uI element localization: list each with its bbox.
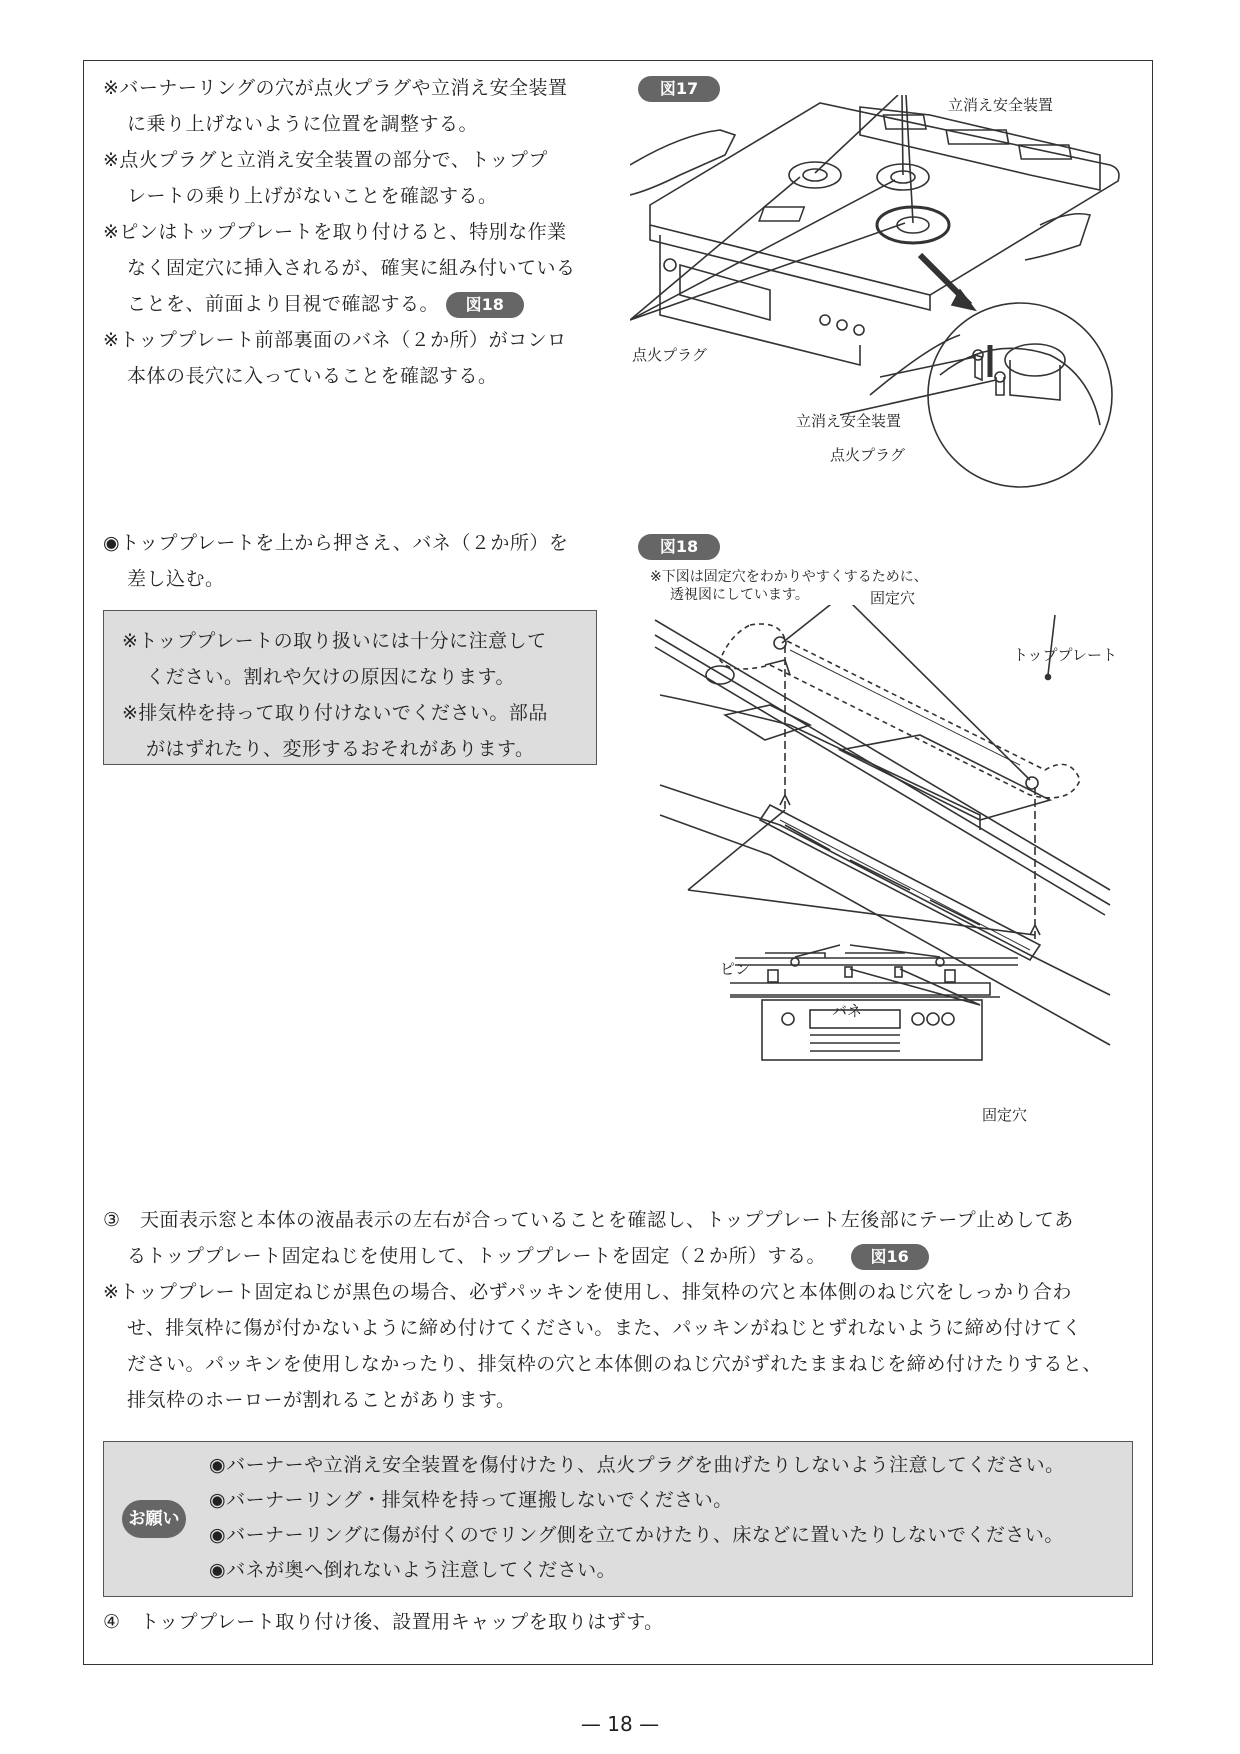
caution-line: ※トッププレートの取り扱いには十分に注意して [122,630,547,652]
step-line: ◉トッププレートを上から押さえ、バネ（２か所）を [103,532,569,554]
screw-note-line: ださい。パッキンを使用しなかったり、排気枠の穴と本体側のねじ穴がずれたままねじを締め付けたりすると、 [127,1353,1102,1375]
figure18-badge: 図18 [638,534,720,560]
step-line: 差し込む。 [127,568,225,590]
request-list [209,1448,1065,1588]
step3-line [103,1238,1074,1274]
caution-box [103,610,597,765]
figure18-illustration [650,605,1120,1175]
note-line: ※トッププレート前部裏面のバネ（２か所）がコンロ [103,329,567,351]
figure18-note-line: ※下図は固定穴をわかりやすくするために、 [650,569,928,585]
note-line: ※ピンはトッププレートを取り付けると、特別な作業 [103,221,567,243]
request-item: ◉バネが奥へ倒れないよう注意してください。 [209,1559,617,1581]
label-fix-hole-bottom: 固定穴 [982,1106,1028,1124]
caution-line: がはずれたり、変形するおそれがあります。 [146,738,535,760]
label-fix-hole: 固定穴 [870,589,916,607]
request-badge: お願い [122,1500,186,1538]
request-item: ◉バーナーや立消え安全装置を傷付けたり、点火プラグを曲げたりしないよう注意してください。 [209,1454,1065,1476]
figure18-note-line: 透視図にしています。 [670,587,809,603]
note-line: レートの乗り上げがないことを確認する。 [127,185,498,207]
note-text: ことを、前面より目視で確認する。 [127,293,440,315]
note-line: ※点火プラグと立消え安全装置の部分で、トッププ [103,149,548,171]
note-line: 本体の長穴に入っていることを確認する。 [127,365,498,387]
figure-ref-badge: 図18 [446,292,524,318]
request-box [103,1441,1133,1597]
note-line [103,286,576,322]
screw-note-line: せ、排気枠に傷が付かないように締め付けてください。また、パッキンがねじとずれないように締め付けてく [127,1317,1082,1339]
left-notes [103,70,576,394]
note-line: なく固定穴に挿入されるが、確実に組み付いている [127,257,576,279]
step4: ④ トッププレート取り付け後、設置用キャップを取りはずす。 [103,1611,664,1633]
screw-note [103,1274,1102,1418]
step3-line: ③ 天面表示窓と本体の液晶表示の左右が合っていることを確認し、トッププレート左後部にテープ止めしてあ [103,1209,1074,1231]
caution-line: ※排気枠を持って取り付けないでください。部品 [122,702,548,724]
label-pin: ピン [720,960,751,978]
label-safety-device-detail: 立消え安全装置 [796,412,902,430]
note-line: に乗り上げないように位置を調整する。 [127,113,479,135]
figure16-ref-badge: 図16 [851,1244,929,1270]
step3-text: るトッププレート固定ねじを使用して、トッププレートを固定（２か所）する。 [127,1245,826,1267]
label-ignition-plug-left: 点火プラグ [632,346,708,364]
label-spring: バネ [832,1002,863,1020]
caution-line: ください。割れや欠けの原因になります。 [146,666,515,688]
screw-note-line: 排気枠のホーローが割れることがあります。 [127,1389,516,1411]
press-step [103,525,568,597]
step3 [103,1202,1074,1274]
label-ignition-plug-detail: 点火プラグ [830,446,906,464]
screw-note-line: ※トッププレート固定ねじが黒色の場合、必ずパッキンを使用し、排気枠の穴と本体側のねじ穴をしっかり合わ [103,1281,1072,1303]
note-line: ※バーナーリングの穴が点火プラグや立消え安全装置 [103,77,568,99]
page-number: — 18 — [580,1712,660,1736]
request-item: ◉バーナーリングに傷が付くのでリング側を立てかけたり、床などに置いたりしないでください。 [209,1524,1064,1546]
figure17-badge: 図17 [638,76,720,102]
label-top-plate: トッププレート [1013,646,1117,664]
label-safety-device-top: 立消え安全装置 [948,96,1054,114]
request-item: ◉バーナーリング・排気枠を持って運搬しないでください。 [209,1489,733,1511]
